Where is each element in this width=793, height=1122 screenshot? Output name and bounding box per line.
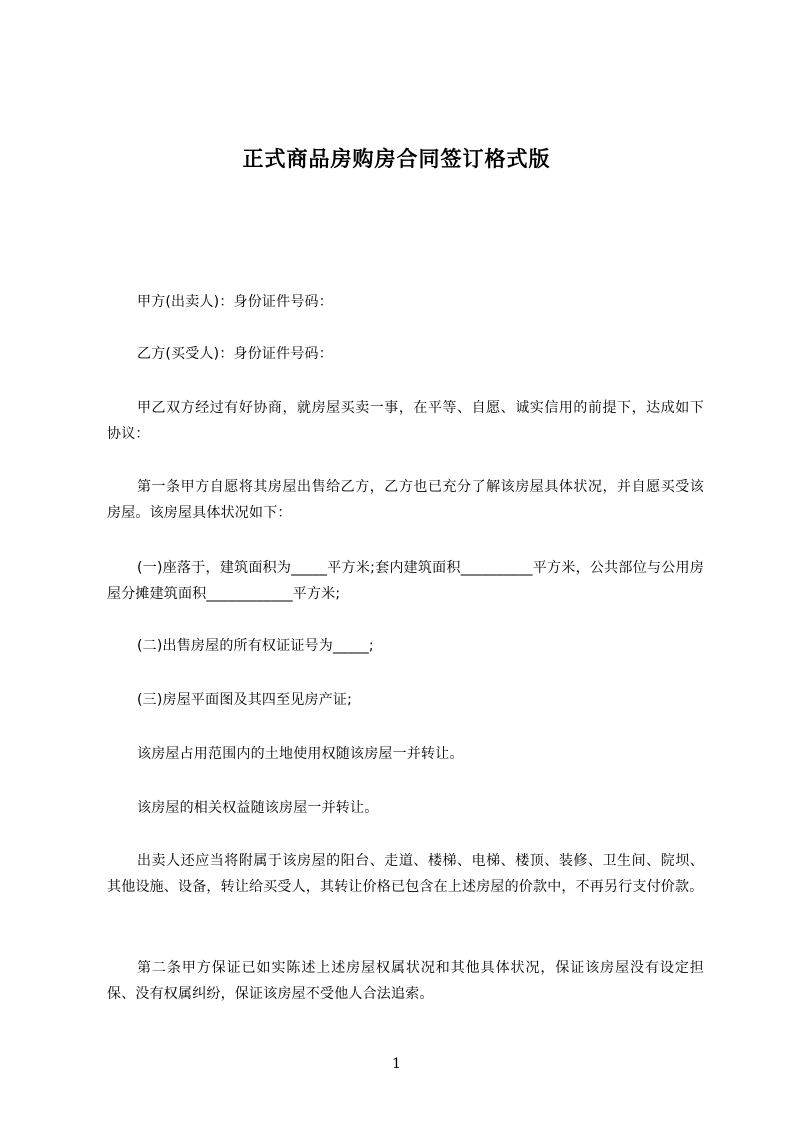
party-a-line: 甲方(出卖人)：身份证件号码：: [137, 294, 333, 310]
document-title: 正式商品房购房合同签订格式版: [242, 147, 551, 171]
floor-plan-paragraph: (三)房屋平面图及其四至见房产证;: [137, 692, 353, 708]
ancillary-facilities-paragraph: 出卖人还应当将附属于该房屋的阳台、走道、楼梯、电梯、楼顶、装修、卫生间、院坝、其他设施、设备，转让给买受人，其转让价格已包含在上述房屋的价款中，不再另行支付价款。: [107, 853, 704, 895]
land-use-right-paragraph: 该房屋占用范围内的土地使用权随该房屋一并转让。: [137, 746, 464, 762]
party-b-line: 乙方(买受人)：身份证件号码：: [137, 346, 333, 362]
article-1-paragraph: 第一条甲方自愿将其房屋出售给乙方，乙方也已充分了解该房屋具体状况，并自愿买受该房屋。该房屋具体状况如下：: [107, 479, 704, 521]
property-location-paragraph: (一)座落于，建筑面积为_____平方米;套内建筑面积__________平方米，公共部位与公用房屋分摊建筑面积____________平方米;: [107, 560, 704, 602]
page-number: 1: [392, 1056, 401, 1072]
agreement-intro-paragraph: 甲乙双方经过有好协商，就房屋买卖一事，在平等、自愿、诚实信用的前提下，达成如下协议：: [107, 400, 704, 442]
ownership-certificate-paragraph: (二)出售房屋的所有权证证号为_____;: [137, 638, 374, 654]
article-2-paragraph: 第二条甲方保证已如实陈述上述房屋权属状况和其他具体状况，保证该房屋没有设定担保、没有权属纠纷，保证该房屋不受他人合法追索。: [107, 960, 704, 1002]
related-rights-paragraph: 该房屋的相关权益随该房屋一并转让。: [137, 800, 379, 816]
